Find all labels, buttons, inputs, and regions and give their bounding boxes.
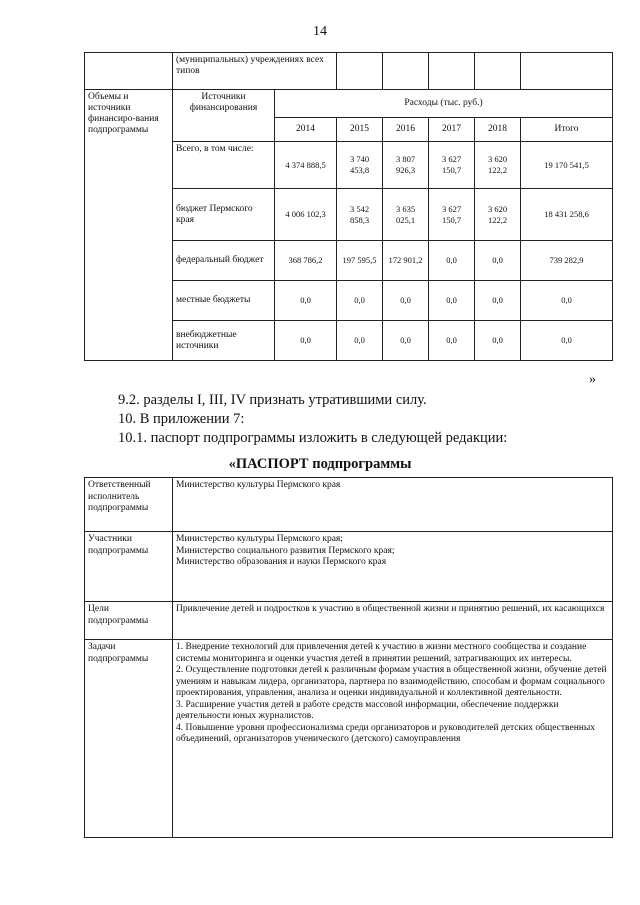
page-number: 14 bbox=[313, 24, 327, 39]
value-cell: 0,0 bbox=[275, 321, 337, 361]
passport-row bbox=[85, 478, 613, 532]
empty-cell bbox=[383, 53, 429, 90]
value-cell: 19 170 541,5 bbox=[521, 142, 613, 189]
row-label: Цели подпрограммы bbox=[85, 602, 173, 640]
value-cell: 0,0 bbox=[475, 241, 521, 281]
content-line: 4. Повышение уровня профессионализма среди организаторов и руководителей детских общественных объединений, организаторов ученического (детского) самоуправления bbox=[176, 722, 595, 744]
value-cell: 3 620 122,2 bbox=[475, 189, 521, 241]
value-cell: 739 282,9 bbox=[521, 241, 613, 281]
row-name: внебюджетные источники bbox=[173, 321, 275, 361]
value-cell: 197 595,5 bbox=[337, 241, 383, 281]
empty-cell bbox=[475, 53, 521, 90]
year-cell: 2015 bbox=[337, 118, 383, 142]
value-cell: 0,0 bbox=[337, 281, 383, 321]
value-cell: 0,0 bbox=[383, 321, 429, 361]
value-cell: 0,0 bbox=[275, 281, 337, 321]
content-line: Министерство социального развития Пермского края; bbox=[176, 545, 395, 556]
value-cell: 0,0 bbox=[475, 321, 521, 361]
value-cell: 3 620 122,2 bbox=[475, 142, 521, 189]
empty-cell bbox=[337, 53, 383, 90]
passport-row bbox=[85, 640, 613, 838]
value-cell: 0,0 bbox=[429, 241, 475, 281]
passport-title: «ПАСПОРТ подпрограммы bbox=[228, 456, 412, 472]
row-name: местные бюджеты bbox=[173, 281, 275, 321]
value-cell: 368 786,2 bbox=[275, 241, 337, 281]
row-name: Всего, в том числе: bbox=[173, 142, 275, 189]
value-cell: 0,0 bbox=[521, 281, 613, 321]
content-line: Привлечение детей и подростков к участию в общественной жизни и принятию решений, их касающихся bbox=[176, 604, 605, 614]
section-label: Объемы и источники финансиро-вания подпрограммы bbox=[85, 90, 173, 361]
passport-row bbox=[85, 602, 613, 640]
value-cell: 3 807 926,3 bbox=[383, 142, 429, 189]
row-label: Задачи подпрограммы bbox=[85, 640, 173, 838]
year-cell: 2018 bbox=[475, 118, 521, 142]
empty-cell bbox=[85, 53, 173, 90]
value-cell: 0,0 bbox=[383, 281, 429, 321]
value-cell: 4 374 888,5 bbox=[275, 142, 337, 189]
value-cell: 3 635 025,1 bbox=[383, 189, 429, 241]
value-cell: 172 901,2 bbox=[383, 241, 429, 281]
empty-cell bbox=[521, 53, 613, 90]
continuation-row bbox=[85, 53, 613, 90]
row-name: федеральный бюджет bbox=[173, 241, 275, 281]
value-cell: 4 006 102,3 bbox=[275, 189, 337, 241]
value-cell: 0,0 bbox=[429, 321, 475, 361]
paragraph: 10. В приложении 7: bbox=[118, 411, 245, 427]
content-line: 3. Расширение участия детей в работе средств массовой информации, обеспечение поддержки деятельности юных журналистов. bbox=[176, 699, 559, 721]
paragraph: 9.2. разделы I, III, IV признать утратившими силу. bbox=[118, 392, 427, 408]
year-cell: 2017 bbox=[429, 118, 475, 142]
row-content bbox=[173, 478, 613, 532]
content-line: 2. Осуществление подготовки детей к различным формам участия в общественной жизни, обучение детей умениям и навыкам лидера, организатора, партнера по взаимодействию, способам и формам социального проектирования, управления, анализа и оценки индивидуальной и коллективной деятельности. bbox=[176, 665, 607, 698]
row-name: бюджет Пермского края bbox=[173, 189, 275, 241]
value-cell: 3 740 453,8 bbox=[337, 142, 383, 189]
row-label: Ответственный исполнитель подпрограммы bbox=[85, 478, 173, 532]
expenses-header: Расходы (тыс. руб.) bbox=[275, 90, 613, 118]
total-header: Итого bbox=[521, 118, 613, 142]
passport-row bbox=[85, 532, 613, 602]
content-line: Министерство культуры Пермского края; bbox=[176, 534, 343, 544]
value-cell: 0,0 bbox=[429, 281, 475, 321]
value-cell: 0,0 bbox=[521, 321, 613, 361]
passport-table bbox=[84, 477, 613, 838]
content-line: Министерство культуры Пермского края bbox=[176, 480, 341, 490]
value-cell: 3 627 150,7 bbox=[429, 142, 475, 189]
continuation-text: (муниципальных) учреждениях всех типов bbox=[173, 53, 337, 90]
empty-cell bbox=[429, 53, 475, 90]
value-cell: 3 627 150,7 bbox=[429, 189, 475, 241]
year-cell: 2016 bbox=[383, 118, 429, 142]
value-cell: 0,0 bbox=[475, 281, 521, 321]
value-cell: 0,0 bbox=[337, 321, 383, 361]
sources-header: Источники финансирования bbox=[173, 90, 275, 142]
row-content bbox=[173, 602, 613, 640]
content-line: Министерство образования и науки Пермского края bbox=[176, 557, 387, 567]
closing-quote: » bbox=[589, 372, 596, 387]
value-cell: 3 542 858,3 bbox=[337, 189, 383, 241]
content-line: 1. Внедрение технологий для привлечения детей к участию в жизни местного сообщества и создание системы мониторинга и оценки участия детей в принятии решений, затрагивающих их интересы. bbox=[176, 642, 587, 664]
year-cell: 2014 bbox=[275, 118, 337, 142]
value-cell: 18 431 258,6 bbox=[521, 189, 613, 241]
row-content bbox=[173, 640, 613, 838]
row-label: Участники подпрограммы bbox=[85, 532, 173, 602]
paragraph: 10.1. паспорт подпрограммы изложить в следующей редакции: bbox=[118, 430, 508, 446]
row-content bbox=[173, 532, 613, 602]
funding-table bbox=[84, 52, 613, 361]
